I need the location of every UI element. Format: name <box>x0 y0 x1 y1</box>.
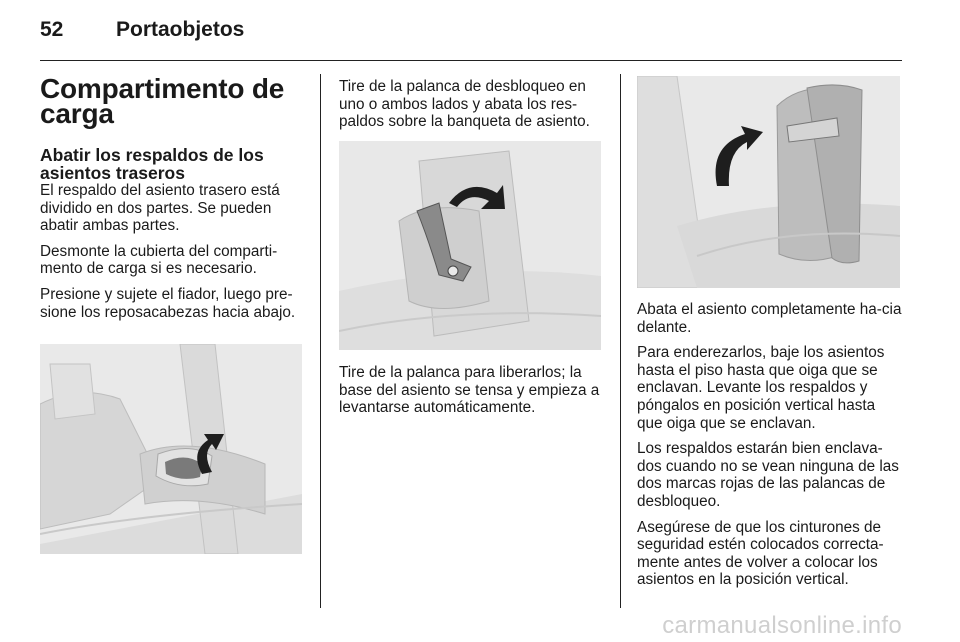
column-divider-1 <box>320 74 321 608</box>
paragraph: Desmonte la cubierta del comparti-mento de carga si es necesario. <box>40 242 278 278</box>
page-header <box>40 18 900 48</box>
paragraph: El respaldo del asiento trasero está dividido en dos partes. Se pueden abatir ambas partes. <box>40 182 280 235</box>
folded-seat-drawing <box>637 76 900 288</box>
chapter-title: Portaobjetos <box>116 18 245 41</box>
subsection-heading: Abatir los respaldos de los asientos traseros <box>40 145 264 183</box>
header-rule <box>40 60 902 61</box>
folded-seat-illustration <box>637 76 900 288</box>
paragraph: Los respaldos estarán bien enclava-dos cuando no se vean ninguna de las dos marcas rojas de las palancas de desbloqueo. <box>637 440 899 510</box>
paragraph: Abata el asiento completamente ha-cia delante. <box>637 301 902 336</box>
section-heading: Compartimento de carga <box>40 73 285 129</box>
watermark: carmanualsonline.info <box>662 612 902 639</box>
release-lever-illustration <box>339 141 601 350</box>
paragraph: Tire de la palanca para liberarlos; la base del asiento se tensa y empieza a levantarse automáticamente. <box>339 364 600 417</box>
paragraph: Para enderezarlos, baje los asientos hasta el piso hasta que oiga que se enclavan. Levante los respaldos y póngalos en posición vertical hasta que oiga que se enclavan. <box>637 344 885 432</box>
column-1 <box>40 73 308 329</box>
page-number: 52 <box>40 18 64 41</box>
paragraph: Presione y sujete el fiador, luego pre-sione los reposacabezas hacia abajo. <box>40 285 296 321</box>
paragraph: Asegúrese de que los cinturones de seguridad estén colocados correcta-mente antes de volver a colocar los asientos en la posición vertical. <box>637 518 884 589</box>
headrest-latch-drawing <box>40 344 302 554</box>
headrest-latch-illustration <box>40 344 302 554</box>
column-2 <box>339 78 605 139</box>
column-3 <box>637 301 902 597</box>
column-divider-2 <box>620 74 621 608</box>
paragraph: Tire de la palanca de desbloqueo en uno o ambos lados y abata los res-paldos sobre la banqueta de asiento. <box>339 78 590 131</box>
release-lever-drawing <box>339 141 601 350</box>
column-2-lower <box>339 364 605 425</box>
